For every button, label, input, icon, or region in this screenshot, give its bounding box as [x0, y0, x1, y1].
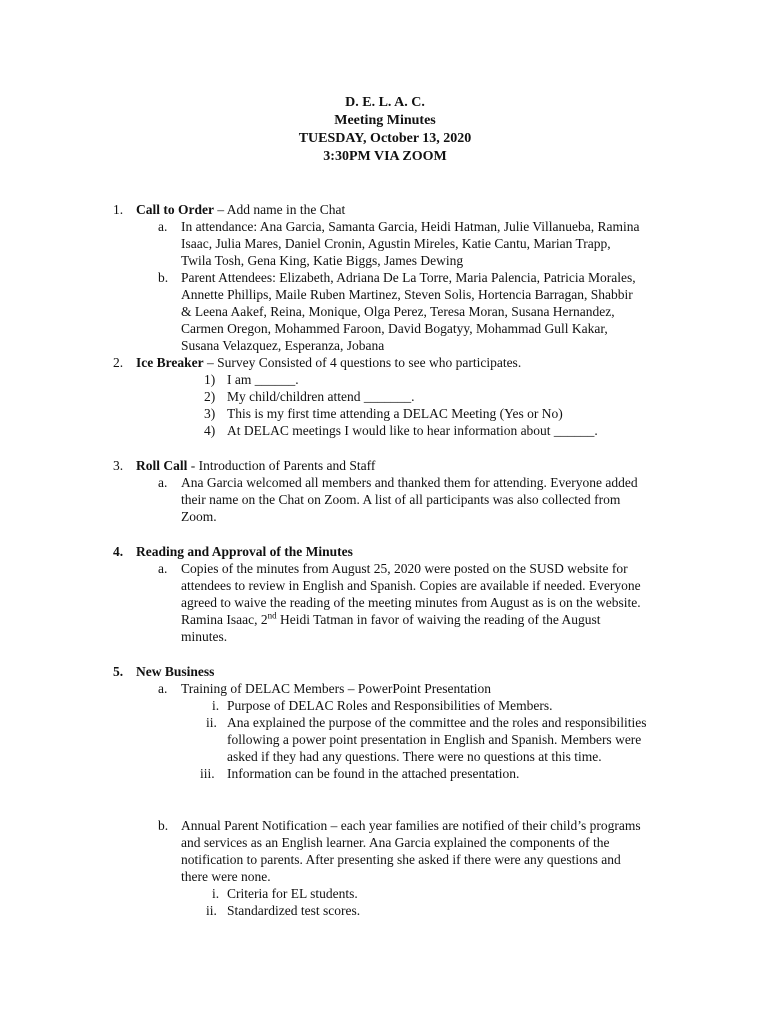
parent-attendees-line: Annette Phillips, Maile Ruben Martinez, Steven Solis, Hortencia Barragan, Shabbir: [181, 287, 633, 302]
paragraph-line: Annual Parent Notification – each year families are notified of their child’s programs: [181, 818, 641, 833]
ordinal-suffix: nd: [267, 610, 277, 621]
list-marker: b.: [158, 270, 169, 285]
item-text: Standardized test scores.: [227, 903, 361, 918]
section-number: 5.: [113, 664, 124, 679]
parent-attendees-line: Parent Attendees: Elizabeth, Adriana De La Torre, Maria Palencia, Patricia Morales,: [181, 270, 636, 285]
paragraph-line: attendees to review in English and Spanish. Copies are available if needed. Everyone: [181, 578, 641, 593]
item-text: asked if they had any questions. There were no questions at this time.: [227, 749, 602, 764]
section-heading-line: [136, 201, 345, 218]
attendance-line: Isaac, Julia Mares, Daniel Cronin, Agustin Mireles, Katie Cantu, Marian Trapp,: [181, 236, 611, 251]
section-number: 2.: [113, 355, 124, 370]
question-text: I am ______.: [227, 372, 299, 387]
list-marker: a.: [158, 475, 168, 490]
section-heading: Call to Order: [136, 202, 214, 217]
paragraph-line: [181, 611, 600, 628]
item-text: following a power point presentation in English and Spanish. Members were: [227, 732, 642, 747]
parent-attendees-line: & Leena Aakef, Reina, Monique, Olga Perez, Teresa Moran, Susana Hernandez,: [181, 304, 615, 319]
question-text: This is my first time attending a DELAC Meeting (Yes or No): [227, 406, 563, 421]
motion-text-rest: Heidi Tatman in favor of waiving the reading of the August: [276, 612, 601, 627]
list-marker: b.: [158, 818, 169, 833]
meeting-date: TUESDAY, October 13, 2020: [298, 131, 472, 146]
question-number: 2): [204, 389, 216, 404]
section-heading-rest: – Survey Consisted of 4 questions to see who participates.: [203, 355, 522, 370]
section-heading: Reading and Approval of the Minutes: [136, 544, 353, 559]
section-number: 1.: [113, 202, 124, 217]
item-text: Criteria for EL students.: [227, 886, 358, 901]
roman-marker: ii.: [206, 903, 217, 918]
paragraph-line: and services as an English learner. Ana Garcia explained the components of the: [181, 835, 610, 850]
list-marker: a.: [158, 681, 168, 696]
roman-marker: iii.: [200, 766, 215, 781]
question-number: 3): [204, 406, 216, 421]
roman-marker: i.: [212, 886, 220, 901]
section-heading-line: [136, 354, 521, 371]
item-text: Information can be found in the attached presentation.: [227, 766, 520, 781]
paragraph-line: agreed to waive the reading of the meeting minutes from August as is on the website.: [181, 595, 641, 610]
section-heading: New Business: [136, 664, 215, 679]
section-heading-line: [136, 457, 375, 474]
parent-attendees-line: Susana Velazquez, Esperanza, Jobana: [181, 338, 385, 353]
question-text: At DELAC meetings I would like to hear information about ______.: [227, 423, 598, 438]
paragraph-line: there were none.: [181, 869, 271, 884]
meeting-time: 3:30PM VIA ZOOM: [323, 149, 447, 164]
section-number: 4.: [113, 544, 124, 559]
section-heading-rest: - Introduction of Parents and Staff: [187, 458, 376, 473]
section-heading-rest: – Add name in the Chat: [213, 202, 346, 217]
section-heading: Ice Breaker: [136, 355, 204, 370]
subsection-title: Training of DELAC Members – PowerPoint Presentation: [181, 681, 491, 696]
question-number: 1): [204, 372, 216, 387]
paragraph-line: their name on the Chat on Zoom. A list of all participants was also collected from: [181, 492, 621, 507]
section-heading: Roll Call: [136, 458, 188, 473]
document-title: Meeting Minutes: [334, 113, 436, 128]
parent-attendees-line: Carmen Oregon, Mohammed Faroon, David Bogatyy, Mohammad Gull Kakar,: [181, 321, 608, 336]
item-text: Purpose of DELAC Roles and Responsibilities of Members.: [227, 698, 553, 713]
list-marker: a.: [158, 561, 168, 576]
roman-marker: ii.: [206, 715, 217, 730]
question-number: 4): [204, 423, 216, 438]
roman-marker: i.: [212, 698, 220, 713]
org-title: D. E. L. A. C.: [345, 95, 425, 110]
paragraph-line: Copies of the minutes from August 25, 2020 were posted on the SUSD website for: [181, 561, 628, 576]
question-text: My child/children attend _______.: [227, 389, 415, 404]
paragraph-line: Zoom.: [181, 509, 217, 524]
paragraph-line: Ana Garcia welcomed all members and thanked them for attending. Everyone added: [181, 475, 638, 490]
paragraph-line: minutes.: [181, 629, 228, 644]
attendance-line: Twila Tosh, Gena King, Katie Biggs, James Dewing: [181, 253, 464, 268]
paragraph-line: notification to parents. After presenting she asked if there were any questions and: [181, 852, 621, 867]
section-number: 3.: [113, 458, 124, 473]
list-marker: a.: [158, 219, 168, 234]
item-text: Ana explained the purpose of the committee and the roles and responsibilities: [227, 715, 647, 730]
attendance-line: In attendance: Ana Garcia, Samanta Garcia, Heidi Hatman, Julie Villanueba, Ramina: [181, 219, 640, 234]
motion-text: Ramina Isaac, 2: [181, 612, 268, 627]
